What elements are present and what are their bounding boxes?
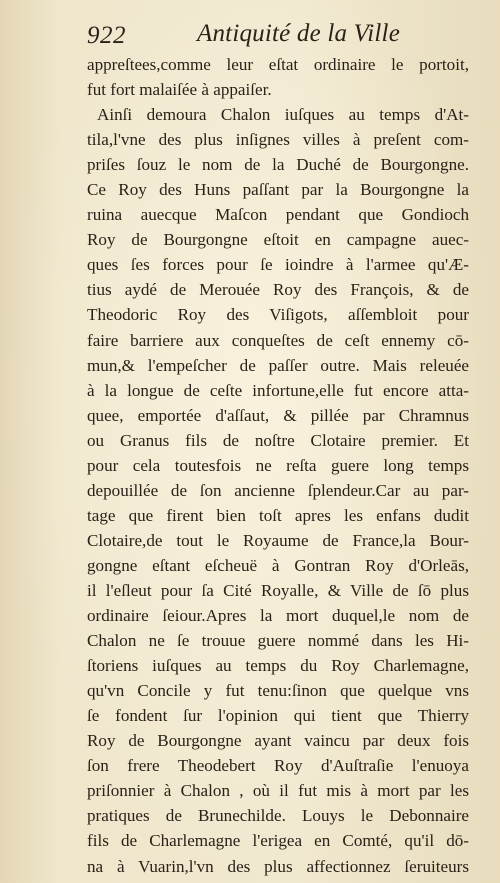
running-title: Antiquité de la Ville <box>197 20 400 47</box>
text-line: pour cela toutesfois ne reſta guere long temps <box>87 455 469 475</box>
text-line: ſtoriens iuſques au temps du Roy Charlemagne, <box>87 656 469 676</box>
page-number: 922 <box>87 22 126 49</box>
text-line: Roy de Bourgongne eſtoit en campagne auec- <box>87 230 469 250</box>
text-line: qu'vn Concile y fut tenu:ſinon que quelque vns <box>87 681 469 701</box>
text-line: ques ſes forces pour ſe ioindre à l'armee qu'Æ- <box>87 255 469 275</box>
text-line: quee, emportée d'aſſaut, & pillée par Chramnus <box>87 405 469 425</box>
text-line: ordinaire ſeiour.Apres la mort duquel,le nom de <box>87 606 469 626</box>
text-line: na à Vuarin,l'vn des plus affectionnez ſeruiteurs <box>87 856 469 876</box>
text-line: mun,& l'empeſcher de paſſer outre. Mais releuée <box>87 355 469 375</box>
body-text <box>87 52 469 879</box>
text-line: ruina auecque Maſcon pendant que Gondioch <box>87 205 469 225</box>
text-line: ou Granus fils de noſtre Clotaire premier. Et <box>87 430 469 450</box>
text-line: priſonnier à Chalon , où il fut mis à mort par les <box>87 781 469 801</box>
text-line: tila,l'vne des plus inſignes villes à preſent com- <box>87 130 469 150</box>
text-line: Ce Roy des Huns paſſant par la Bourgongne la <box>87 180 469 200</box>
text-line: ſon frere Theodebert Roy d'Auſtraſie l'enuoya <box>87 756 469 776</box>
text-line: à la longue de ceſte infortune,elle fut encore atta- <box>87 380 469 400</box>
text-line: pratiques de Brunechilde. Louys le Debonnaire <box>87 806 469 826</box>
text-line: depouillée de ſon ancienne ſplendeur.Car au par- <box>87 480 469 500</box>
text-line: appreſtees,comme leur eſtat ordinaire le portoit, <box>87 55 469 74</box>
text-line: Ainſi demoura Chalon iuſques au temps d'At- <box>97 105 469 125</box>
text-line: il l'eſleut pour ſa Cité Royalle, & Ville de ſō plus <box>87 580 469 600</box>
text-line: tius aydé de Merouée Roy des François, & de <box>87 280 469 300</box>
text-line: faire barriere aux conqueſtes de ceſt ennemy cō- <box>87 330 469 350</box>
text-line: Roy de Bourgongne ayant vaincu par deux fois <box>87 731 469 751</box>
text-line: Chalon ne ſe trouue guere nommé dans les Hi- <box>87 631 469 651</box>
text-line: fut fort malaiſée à appaiſer. <box>87 80 272 100</box>
text-line: tage que firent bien toſt apres les enfans dudit <box>87 505 469 525</box>
text-line: Clotaire,de tout le Royaume de France,la Bour- <box>87 530 469 550</box>
text-line: fils de Charlemagne l'erigea en Comté, qu'il dō- <box>87 831 469 851</box>
text-line: ſe fondent ſur l'opinion qui tient que Thierry <box>87 706 469 726</box>
text-line: gongne eſtant eſcheuë à Gontran Roy d'Orleās, <box>87 555 469 575</box>
text-line: Theodoric Roy des Viſigots, aſſembloit pour <box>87 305 469 325</box>
text-line: priſes ſouz le nom de la Duché de Bourgongne. <box>87 155 469 175</box>
page-header <box>87 20 417 54</box>
